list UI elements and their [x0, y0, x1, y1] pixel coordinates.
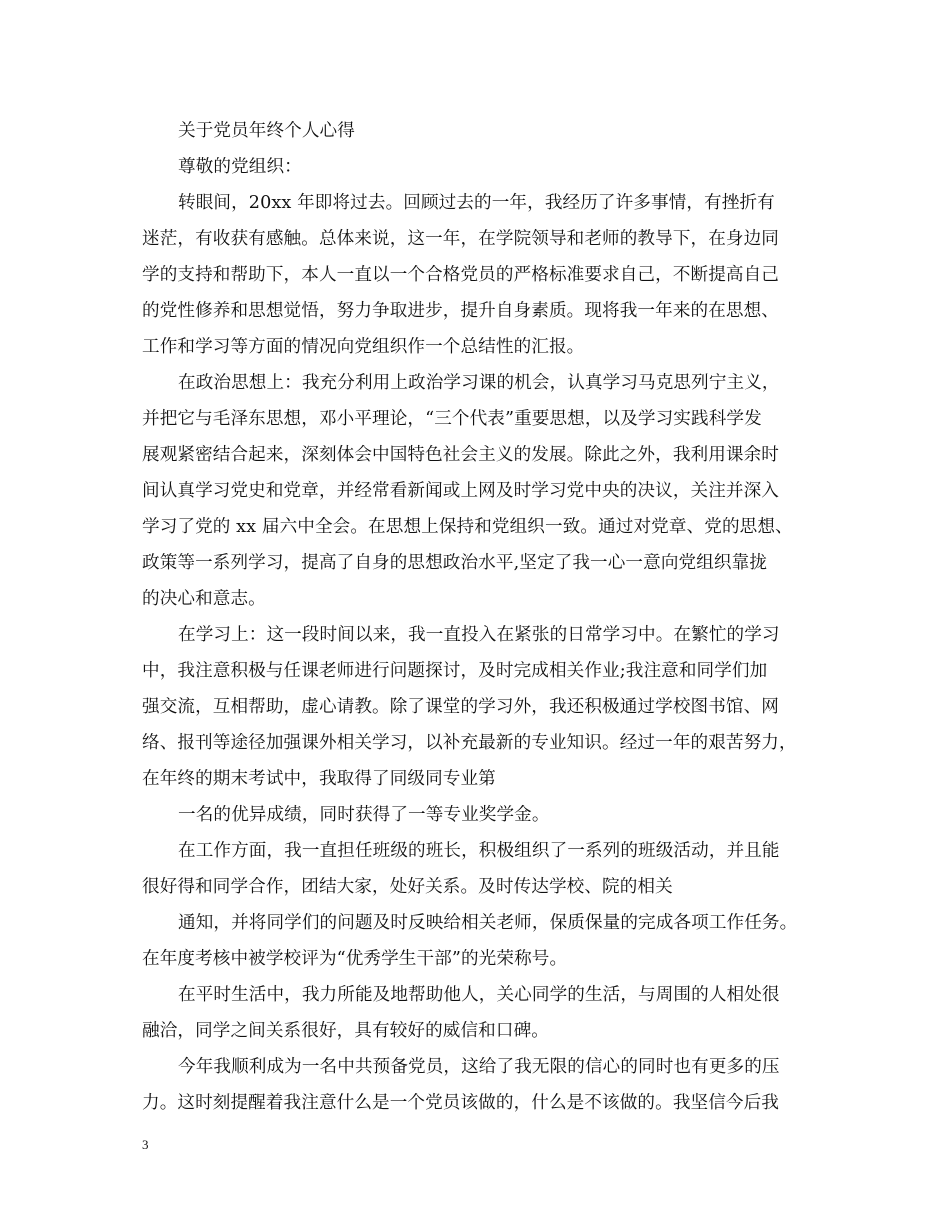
text-line: 在年度考核中被学校评为“优秀学生干部”的光荣称号。	[142, 949, 568, 969]
text-line: 转眼间，20xx 年即将过去。回顾过去的一年，我经历了许多事情，有挫折有	[178, 193, 775, 213]
text-line: 在年终的期末考试中，我取得了同级同专业第	[142, 769, 496, 789]
text-line: 络、报刊等途径加强课外相关学习，以补充最新的专业知识。经过一年的艰苦努力，	[142, 733, 797, 753]
text-line: 学的支持和帮助下，本人一直以一个合格党员的严格标准要求自己，不断提高自己	[142, 265, 779, 285]
text-line: 学习了党的 xx 届六中全会。在思想上保持和党组织一致。通过对党章、党的思想、	[142, 517, 793, 537]
text-line: 强交流，互相帮助，虚心请教。除了课堂的学习外，我还积极通过学校图书馆、网	[142, 697, 779, 717]
text-line: 一名的优异成绩，同时获得了一等专业奖学金。	[178, 805, 550, 825]
text-line: 在学习上：这一段时间以来，我一直投入在紧张的日常学习中。在繁忙的学习	[178, 625, 780, 645]
text-line: 在平时生活中，我力所能及地帮助他人，关心同学的生活，与周围的人相处很	[178, 985, 780, 1005]
text-line: 很好得和同学合作，团结大家，处好关系。及时传达学校、院的相关	[142, 877, 673, 897]
text-line: 并把它与毛泽东思想，邓小平理论，“三个代表”重要思想，以及学习实践科学发	[142, 409, 762, 429]
text-line: 的党性修养和思想觉悟，努力争取进步，提升自身素质。现将我一年来的在思想、	[142, 301, 779, 321]
text-line: 间认真学习党史和党章，并经常看新闻或上网及时学习党中央的决议，关注并深入	[142, 481, 779, 501]
document-body	[142, 113, 812, 1121]
text-line: 今年我顺利成为一名中共预备党员，这给了我无限的信心的同时也有更多的压	[178, 1057, 780, 1077]
text-line: 中，我注意积极与任课老师进行问题探讨，及时完成相关作业;我注意和同学们加	[142, 661, 768, 681]
text-line: 政策等一系列学习，提高了自身的思想政治水平,坚定了我一心一意向党组织靠拢	[142, 553, 767, 573]
document-title: 关于党员年终个人心得	[178, 121, 355, 141]
text-line: 展观紧密结合起来，深刻体会中国特色社会主义的发展。除此之外，我利用课余时	[142, 445, 779, 465]
text-line: 在政治思想上：我充分利用上政治学习课的机会，认真学习马克思列宁主义，	[178, 373, 780, 393]
page-number: 3	[142, 1137, 149, 1152]
text-line: 力。这时刻提醒着我注意什么是一个党员该做的，什么是不该做的。我坚信今后我	[142, 1093, 779, 1113]
text-line: 融洽，同学之间关系很好，具有较好的威信和口碑。	[142, 1021, 549, 1041]
text-line: 在工作方面，我一直担任班级的班长，积极组织了一系列的班级活动，并且能	[178, 841, 780, 861]
text-line: 工作和学习等方面的情况向党组织作一个总结性的汇报。	[142, 337, 585, 357]
salutation: 尊敬的党组织：	[178, 157, 302, 177]
text-line: 迷茫，有收获有感触。总体来说，这一年，在学院领导和老师的教导下，在身边同	[142, 229, 779, 249]
text-line: 通知，并将同学们的问题及时反映给相关老师，保质保量的完成各项工作任务。	[178, 913, 798, 933]
text-line: 的决心和意志。	[142, 589, 266, 609]
